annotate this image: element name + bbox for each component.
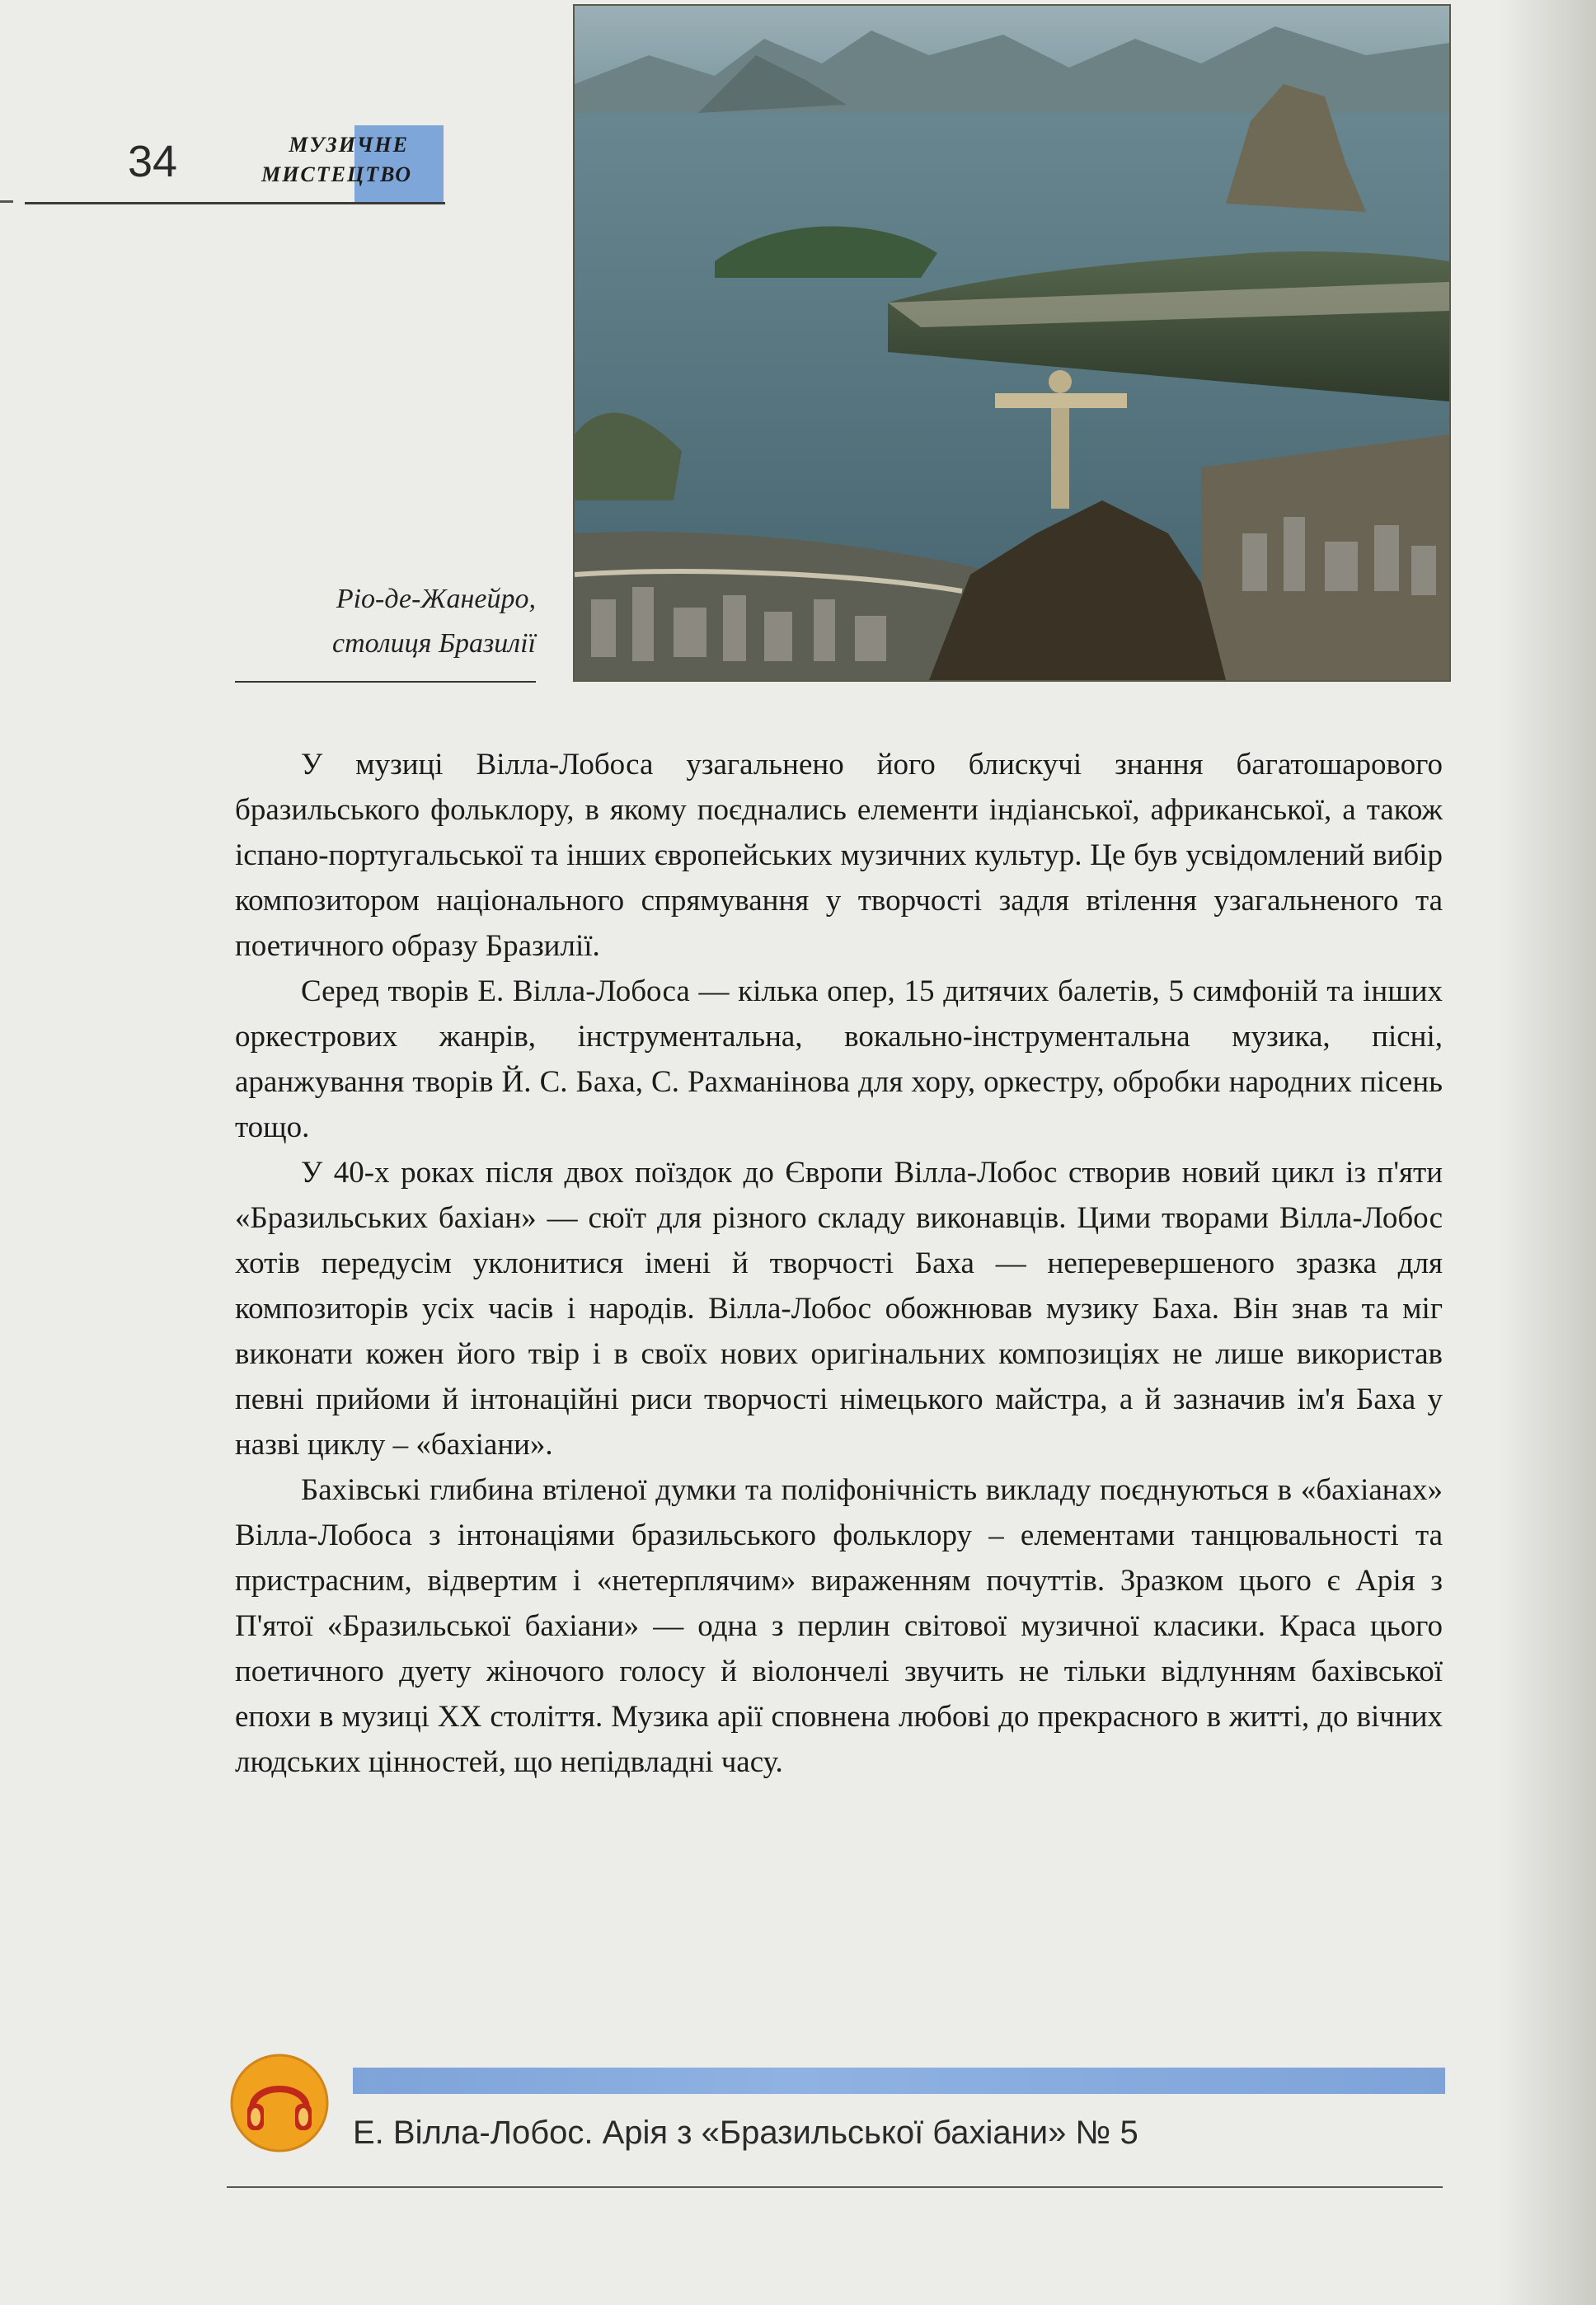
photo-caption <box>223 577 536 666</box>
subject-title <box>206 130 412 190</box>
paragraph-3: У 40-х роках після двох поїздок до Європи Вілла-Лобос створив новий цикл із п'яти «Бразильських бахіан» — сюїт для різного складу виконавців. Цими творами Вілла-Лобос хотів передусім уклонитися імені й творчості Баха — неперевершеного зразка для композиторів усіх часів і народів. Вілла-Лобос обожнював музику Баха. Він знав та міг виконати кожен його твір і в своїх нових оригінальних композиціях не лише використав певні прийоми й інтонаційні риси творчості німецького майстра, а й зазначив ім'я Баха у назві циклу – «бахіани». <box>235 1156 1443 1462</box>
header-tick-mark <box>0 200 13 203</box>
main-text <box>235 742 1443 1785</box>
header-rule <box>25 202 445 204</box>
paragraph-4: Бахівські глибина втіленої думки та поліфонічність викладу поєднуються в «бахіанах» Вілла-Лобоса з інтонаціями бразильського фольклору – елементами танцювальності та пристрасним, відвертим і «нетерплячим» вираженням почуттів. Зразком цього є Арія з П'ятої «Бразильської бахіани» — одна з перлин світової музичної класики. Краса цього поетичного дуету жіночого голосу й віолончелі звучить не тільки відлунням бахівської епохи в музиці XX століття. Музика арії сповнена любові до прекрасного в житті, до вічних людських цінностей, що непідвладні часу. <box>235 1473 1443 1779</box>
headphones-icon <box>229 2053 330 2153</box>
listening-assignment: Е. Вілла-Лобос. Арія з «Бразильської бахіани» № 5 <box>353 2115 1138 2151</box>
caption-line1: Ріо-де-Жанейро, <box>336 584 536 614</box>
rio-photo <box>573 4 1451 682</box>
subject-title-line2: МИСТЕЦТВО <box>261 162 412 186</box>
page-number: 34 <box>128 137 178 186</box>
listening-bar <box>353 2068 1445 2094</box>
subject-title-line1: МУЗИЧНЕ <box>289 133 409 157</box>
bottom-rule <box>227 2186 1443 2188</box>
paragraph-2: Серед творів Е. Вілла-Лобоса — кілька опер, 15 дитячих балетів, 5 симфоній та інших оркестрових жанрів, інструментальна, вокально-інструментальна музика, пісні, аранжування творів Й. С. Баха, С. Рахманінова для хору, оркестру, обробки народних пісень тощо. <box>235 974 1443 1144</box>
caption-rule <box>235 681 536 683</box>
caption-line2: столиця Бразилії <box>332 628 536 659</box>
page-edge-shadow <box>1497 0 1596 2305</box>
paragraph-1: У музиці Вілла-Лобоса узагальнено його блискучі знання багатошарового бразильського фольклору, в якому поєднались елементи індіанської, африканської, а також іспано-португальської та інших європейських музичних культур. Це був усвідомлений вибір композитором національного спрямування у творчості задля втілення узагальненого та поетичного образу Бразилії. <box>235 748 1443 963</box>
